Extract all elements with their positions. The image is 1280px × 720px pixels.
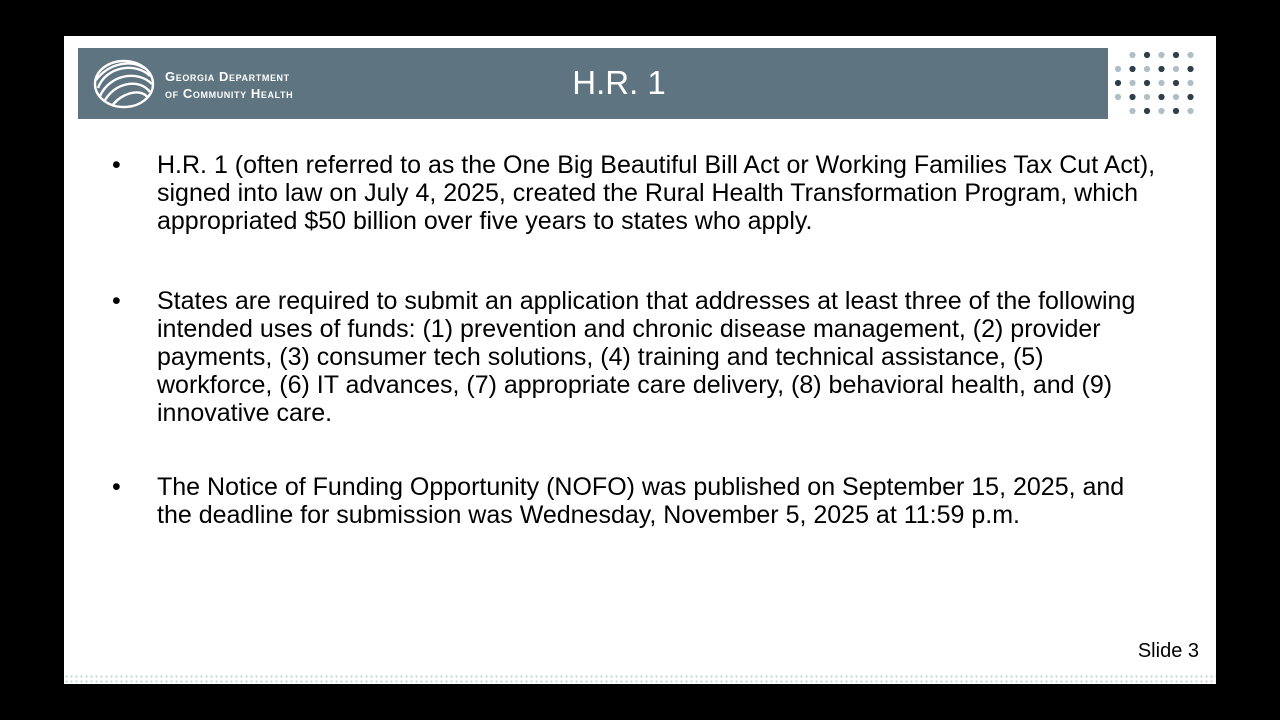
bullet-list bbox=[112, 151, 1162, 581]
decorative-dot bbox=[1187, 108, 1193, 114]
decorative-dot bbox=[1158, 94, 1164, 100]
decorative-dot bbox=[1173, 94, 1179, 100]
decorative-dot bbox=[1173, 108, 1179, 114]
decorative-dot bbox=[1144, 52, 1150, 58]
decorative-dot bbox=[1115, 94, 1121, 100]
decorative-dot bbox=[1158, 80, 1164, 86]
decorative-dot bbox=[1144, 66, 1150, 72]
decorative-dot bbox=[1144, 94, 1150, 100]
organization-name-line1: Georgia Department bbox=[165, 69, 290, 84]
decorative-dot bbox=[1115, 80, 1121, 86]
bullet-item bbox=[112, 287, 1162, 427]
decorative-dot bbox=[1187, 80, 1193, 86]
decorative-dot bbox=[1129, 108, 1135, 114]
bullet-text: The Notice of Funding Opportunity (NOFO) was published on September 15, 2025, and the deadline for submission was Wednesday, November 5, 2025 at 11:59 p.m. bbox=[157, 473, 1125, 529]
decorative-dot bbox=[1187, 52, 1193, 58]
decorative-dot bbox=[1129, 52, 1135, 58]
decorative-dot bbox=[1144, 80, 1150, 86]
bullet-text: States are required to submit an application that addresses at least three of the following intended uses of funds: (1) prevention and chronic disease management, (2) provider payments, (3) consumer tech solutions, (4) training and technical assistance, (5) workforce, (6) IT advances, (7) appropriate care delivery, (8) behavioral health, and (9) innovative care. bbox=[157, 287, 1136, 427]
decorative-bottom-strip bbox=[64, 674, 1216, 684]
slide-title: H.R. 1 bbox=[572, 64, 666, 101]
decorative-dot bbox=[1115, 66, 1121, 72]
decorative-dot bbox=[1129, 80, 1135, 86]
decorative-dot bbox=[1129, 94, 1135, 100]
bullet-marker: • bbox=[112, 473, 121, 501]
organization-name-line2: of Community Health bbox=[165, 86, 294, 101]
bullet-marker: • bbox=[112, 287, 121, 315]
bullet-item bbox=[112, 473, 1162, 529]
decorative-dot bbox=[1173, 66, 1179, 72]
decorative-dot bbox=[1158, 66, 1164, 72]
decorative-dot-grid-icon bbox=[1112, 48, 1212, 120]
decorative-dot bbox=[1187, 94, 1193, 100]
header-bar bbox=[78, 48, 1108, 119]
decorative-dot bbox=[1129, 66, 1135, 72]
slide bbox=[64, 36, 1216, 684]
decorative-dot bbox=[1158, 108, 1164, 114]
decorative-dot bbox=[1173, 52, 1179, 58]
slide-number: Slide 3 bbox=[1137, 640, 1199, 662]
bullet-item bbox=[112, 151, 1162, 235]
decorative-dot bbox=[1173, 80, 1179, 86]
decorative-dot bbox=[1187, 66, 1193, 72]
bullet-marker: • bbox=[112, 151, 121, 179]
bullet-text: H.R. 1 (often referred to as the One Big Beautiful Bill Act or Working Families Tax Cut Act), signed into law on July 4, 2025, created the Rural Health Transformation Program, which appropriated $50 billion over five years to states who apply. bbox=[157, 151, 1156, 235]
decorative-dot bbox=[1144, 108, 1150, 114]
decorative-dot bbox=[1158, 52, 1164, 58]
